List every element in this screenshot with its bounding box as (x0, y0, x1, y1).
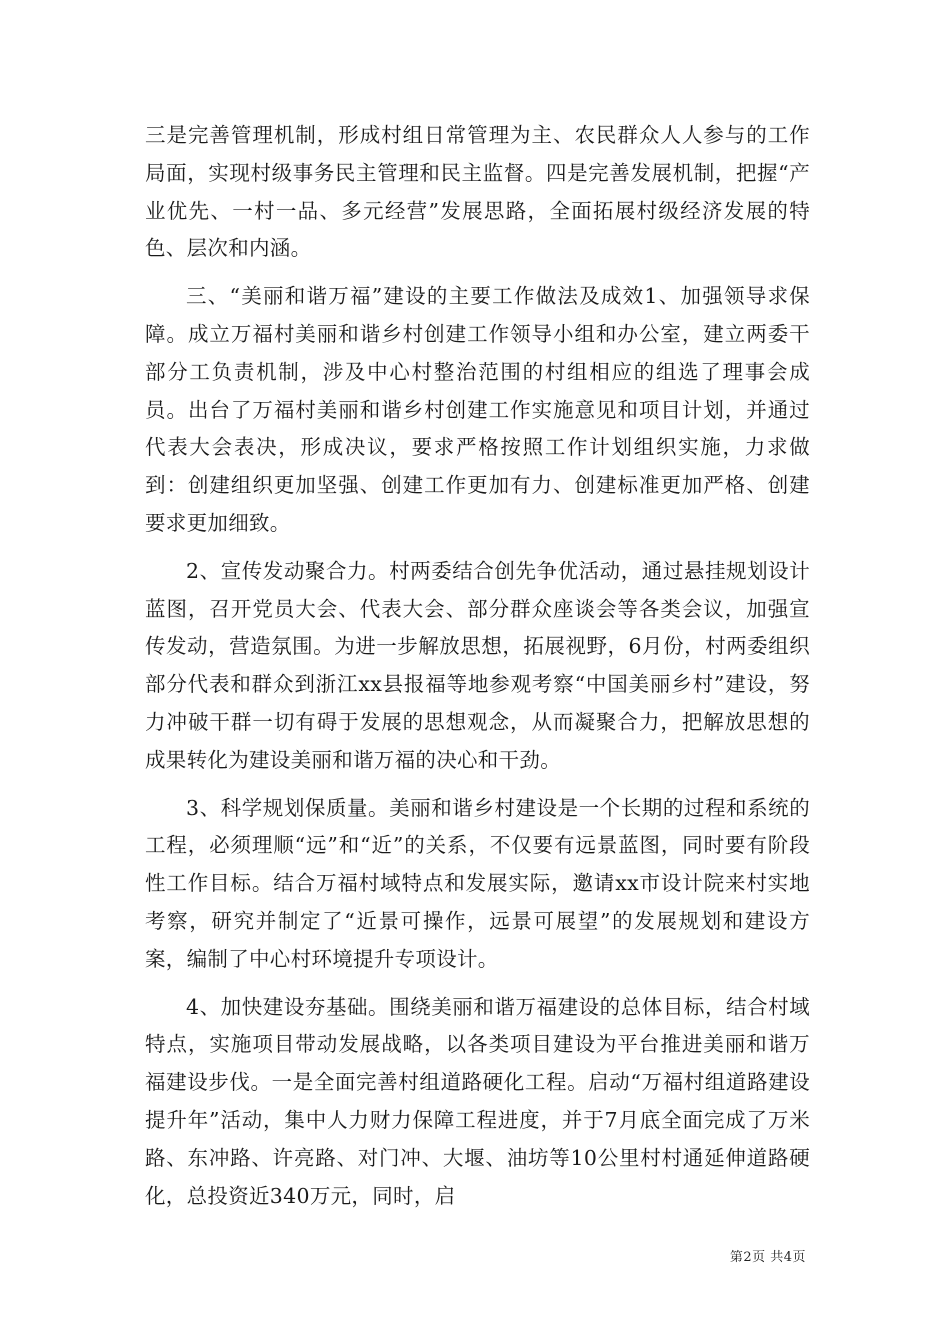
paragraph-construction: 4、加快建设夯基础。围绕美丽和谐万福建设的总体目标，结合村域特点，实施项目带动发展战略，以各类项目建设为平台推进美丽和谐万福建设步伐。一是全面完善村组道路硬化工程。启动“万福村组道路建设提升年”活动，集中人力财力保障工程进度，并于7月底全面完成了万米路、东冲路、许亮路、对门冲、大堰、油坊等10公里村村通延伸道路硬化，总投资近340万元，同时，启 (145, 994, 810, 1208)
paragraph-publicity: 2、宣传发动聚合力。村两委结合创先争优活动，通过悬挂规划设计蓝图，召开党员大会、代表大会、部分群众座谈会等各类会议，加强宣传发动，营造氛围。为进一步解放思想，拓展视野，6月份，村两委组织部分代表和群众到浙江xx县报福等地参观考察“中国美丽乡村”建设，努力冲破干群一切有碍于发展的思想观念，从而凝聚合力，把解放思想的成果转化为建设美丽和谐万福的决心和干劲。 (145, 558, 810, 772)
page-number-footer: 第2页 共4页 (729, 1250, 806, 1265)
paragraph-leadership: 三、“美丽和谐万福”建设的主要工作做法及成效1、加强领导求保障。成立万福村美丽和谐乡村创建工作领导小组和办公室，建立两委干部分工负责机制，涉及中心村整治范围的村组相应的组选了理事会成员。出台了万福村美丽和谐乡村创建工作实施意见和项目计划，并通过代表大会表决，形成决议，要求严格按照工作计划组织实施，力求做到：创建组织更加坚强、创建工作更加有力、创建标准更加严格、创建要求更加细致。 (145, 284, 810, 535)
document-body (145, 117, 810, 1215)
paragraph-management-mechanism: 三是完善管理机制，形成村组日常管理为主、农民群众人人参与的工作局面，实现村级事务民主管理和民主监督。四是完善发展机制，把握“产业优先、一村一品、多元经营”发展思路，全面拓展村级经济发展的特色、层次和内涵。 (145, 123, 810, 261)
paragraph-planning: 3、科学规划保质量。美丽和谐乡村建设是一个长期的过程和系统的工程，必须理顺“远”和“近”的关系，不仅要有远景蓝图，同时要有阶段性工作目标。结合万福村域特点和发展实际，邀请xx市设计院来村实地考察，研究并制定了“近景可操作，远景可展望”的发展规划和建设方案，编制了中心村环境提升专项设计。 (145, 795, 810, 971)
